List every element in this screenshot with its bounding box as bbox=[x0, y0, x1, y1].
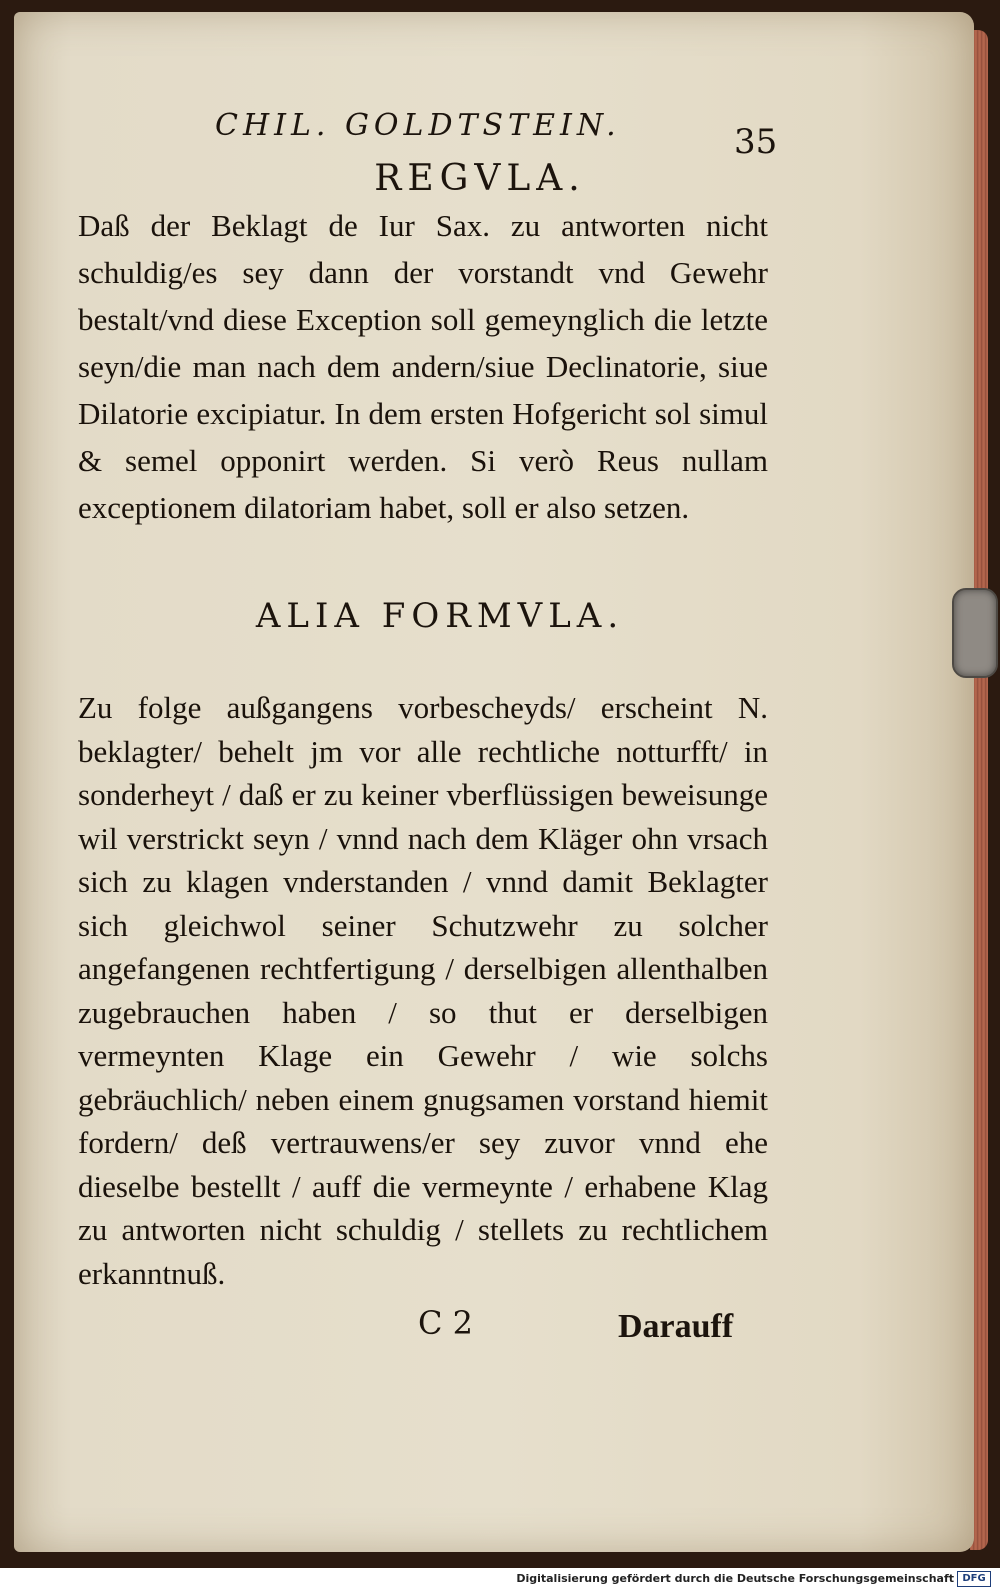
running-head: CHIL. GOLDTSTEIN. bbox=[215, 108, 621, 143]
formula-paragraph: Zu folge außgangens vorbescheyds/ erscheint N. beklagter/ behelt jm vor alle rechtliche notturfft/ in sonderheyt / daß er zu keiner vberflüssigen beweisunge wil verstrickt seyn / vnnd nach dem Kläger ohn vrsach sich zu klagen vnderstanden / vnnd damit Beklagter sich gleichwol seiner Schutzwehr zu solcher angefangenen rechtfertigung / derselbigen allenthalben zugebrauchen haben / so thut er derselbigen vermeynten Klage ein Gewehr / wie solchs gebräuchlich/ neben einem gnugsamen vorstand hiemit fordern/ deß vertrauwens/er sey zuvor vnnd ehe dieselbe bestellt / auff die vermeynte / erhabene Klag zu antworten nicht schuldig / stellets zu rechtlichem erkanntnuß. bbox=[78, 690, 768, 1291]
regula-paragraph: Daß der Beklagt de Iur Sax. zu antworten nicht schuldig/es sey dann der vorstandt vnd Gewehr bestalt/vnd diese Exception soll gemeynglich die letzte seyn/die man nach dem andern/siue Declinatorie, siue Dilatorie excipiatur. In dem ersten Hofgericht sol simul & semel opponirt werden. Si verò Reus nullam exceptionem dilatoriam habet, soll er also setzen. bbox=[78, 208, 768, 525]
regula-heading: REGVLA. bbox=[374, 158, 586, 199]
funding-note: Digitalisierung gefördert durch die Deutsche Forschungsgemeinschaft bbox=[516, 1572, 954, 1585]
formula-heading: ALIA FORMVLA. bbox=[255, 596, 625, 636]
catchword: Darauff bbox=[618, 1308, 734, 1345]
book-clasp bbox=[952, 588, 998, 678]
signature-mark: C 2 bbox=[418, 1304, 474, 1342]
dfg-logo: DFG bbox=[957, 1571, 991, 1587]
page-number: 35 bbox=[734, 122, 778, 162]
